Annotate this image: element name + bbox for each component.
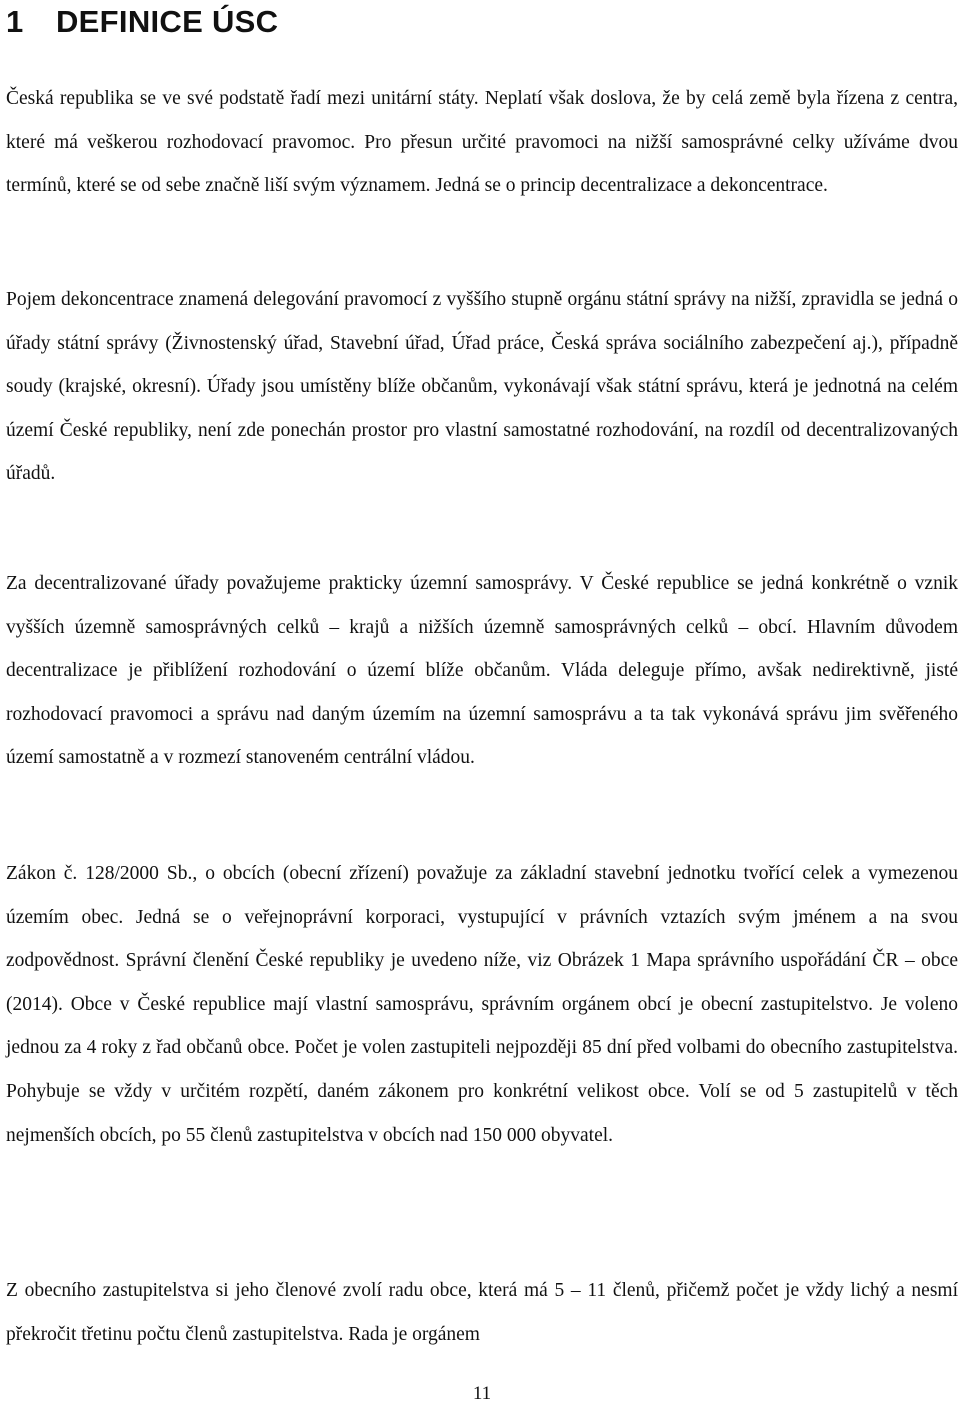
paragraph-decentralization: Za decentralizované úřady považujeme prakticky územní samosprávy. V České republice se jedná konkrétně o vznik vyšších územně samosprávných celků – krajů a nižších územně samosprávných celků – obcí. Hlavním důvodem decentralizace je přiblížení rozhodování o území blíže občanům. Vláda deleguje přímo, avšak nedirektivně, jisté rozhodovací pravomoci a správu nad daným územím na územní samosprávu a ta tak vykonává správu jim svěřeného území samostatně a v rozmezí stanoveném centrální vládou. — [6, 573, 958, 769]
chapter-number: 1 — [6, 4, 24, 39]
paragraph-unitary-state: Česká republika se ve své podstatě řadí mezi unitární státy. Neplatí však doslova, že by celá země byla řízena z centra, které má veškerou rozhodovací pravomoc. Pro přesun určité pravomoci na nižší samosprávné celky užíváme dvou termínů, které se od sebe značně liší svým významem. Jedná se o princip decentralizace a dekoncentrace. — [6, 88, 958, 197]
page-number: 11 — [472, 1383, 492, 1404]
paragraph-municipalities-act: Zákon č. 128/2000 Sb., o obcích (obecní zřízení) považuje za základní stavební jednotku tvořící celek a vymezenou územím obec. Jedná se o veřejnoprávní korporaci, vystupující v právních vztazích svým jménem a na svou zodpovědnost. Správní členění České republiky je uvedeno níže, viz Obrázek 1 Mapa správního uspořádání ČR – obce (2014). Obce v České republice mají vlastní samosprávu, správním orgánem obcí je obecní zastupitelstvo. Je voleno jednou za 4 roky z řad občanů obce. Počet je volen zastupiteli nejpozději 85 dní před volbami do obecního zastupitelstva. Pohybuje se vždy v určitém rozpětí, daném zákonem pro konkrétní velikost obce. Volí se od 5 zastupitelů v těch nejmenších obcích, po 55 členů zastupitelstva v obcích nad 150 000 obyvatel. — [6, 863, 958, 1146]
paragraph-municipal-council: Z obecního zastupitelstva si jeho členové zvolí radu obce, která má 5 – 11 členů, přičemž počet je vždy lichý a nesmí překročit třetinu počtu členů zastupitelstva. Rada je orgánem — [6, 1280, 958, 1345]
document-page — [6, 0, 958, 1406]
chapter-heading — [6, 2, 278, 42]
chapter-title: DEFINICE ÚSC — [56, 4, 279, 39]
paragraph-deconcentration: Pojem dekoncentrace znamená delegování pravomocí z vyššího stupně orgánu státní správy na nižší, zpravidla se jedná o úřady státní správy (Živnostenský úřad, Stavební úřad, Úřad práce, Česká správa sociálního zabezpečení aj.), případně soudy (krajské, okresní). Úřady jsou umístěny blíže občanům, vykonávají však státní správu, která je jednotná na celém území České republiky, není zde ponechán prostor pro vlastní samostatné rozhodování, na rozdíl od decentralizovaných úřadů. — [6, 289, 958, 485]
